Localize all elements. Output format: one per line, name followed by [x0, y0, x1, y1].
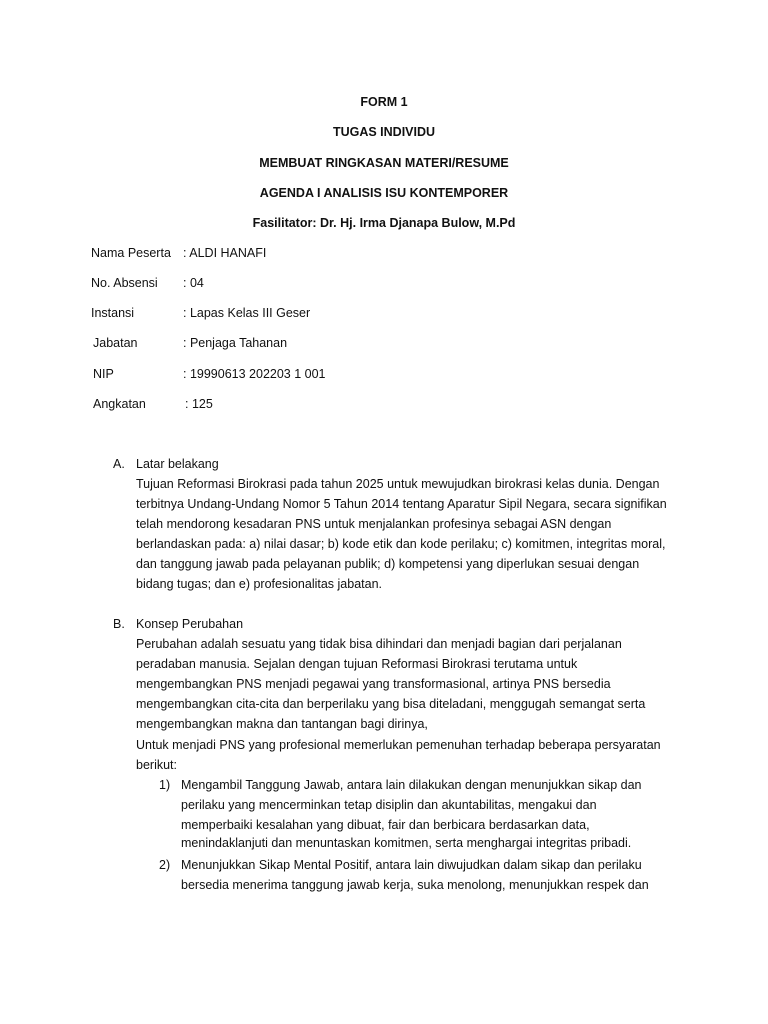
field-value-attendance: : 04	[183, 276, 204, 290]
list-item-line: memperbaiki kesalahan yang dibuat, fair dan berbicara berdasarkan data,	[181, 818, 590, 832]
field-label-batch: Angkatan	[93, 397, 146, 411]
field-label-institution: Instansi	[91, 306, 135, 320]
agenda-heading: AGENDA I ANALISIS ISU KONTEMPORER	[259, 186, 509, 200]
section-b-line: Untuk menjadi PNS yang profesional memerlukan pemenuhan terhadap beberapa persyaratan	[136, 738, 661, 752]
assignment-title-heading: MEMBUAT RINGKASAN MATERI/RESUME	[259, 156, 509, 170]
section-a-line: terbitnya Undang-Undang Nomor 5 Tahun 2014 tentang Aparatur Sipil Negara, secara signifikan	[136, 497, 667, 511]
list-item-marker: 2)	[159, 858, 171, 872]
section-a-line: dan tanggung jawab pada pelayanan publik; d) kompetensi yang diperlukan sesuai dengan	[136, 557, 640, 571]
field-value-name: : ALDI HANAFI	[183, 246, 267, 260]
section-a-line: telah mendorong kesadaran PNS untuk menjalankan profesinya sebagai ASN dengan	[136, 517, 612, 531]
field-label-nip: NIP	[93, 367, 114, 381]
list-item-line: bersedia menerima tanggung jawab kerja, suka menolong, menunjukkan respek dan	[181, 878, 649, 892]
list-item-marker: 1)	[159, 778, 171, 792]
section-b-line: mengembangkan cita-cita dan berperilaku yang bisa diteladani, menggugah semangat serta	[136, 697, 646, 711]
list-item-line: Mengambil Tanggung Jawab, antara lain dilakukan dengan menunjukkan sikap dan	[181, 778, 642, 792]
field-value-institution: : Lapas Kelas III Geser	[183, 306, 311, 320]
section-b-line: mengembangkan makna dan tantangan bagi dirinya,	[136, 717, 428, 731]
section-b-line: peradaban manusia. Sejalan dengan tujuan Reformasi Birokrasi terutama untuk	[136, 657, 578, 671]
section-a-line: berlandaskan pada: a) nilai dasar; b) kode etik dan kode perilaku; c) komitmen, integritas moral,	[136, 537, 666, 551]
section-b-line: mengembangkan PNS menjadi pegawai yang transformasional, artinya PNS bersedia	[136, 677, 611, 691]
field-label-attendance: No. Absensi	[91, 276, 158, 290]
section-a-marker: A.	[113, 457, 125, 471]
field-value-position: : Penjaga Tahanan	[183, 336, 288, 350]
field-label-position: Jabatan	[93, 336, 138, 350]
assignment-type-heading: TUGAS INDIVIDU	[332, 125, 436, 139]
section-a-title: Latar belakang	[136, 457, 219, 471]
section-b-line: Perubahan adalah sesuatu yang tidak bisa dihindari dan menjadi bagian dari perjalanan	[136, 637, 622, 651]
section-b-title: Konsep Perubahan	[136, 617, 244, 631]
form-number-heading: FORM 1	[360, 95, 408, 109]
list-item-line: Menunjukkan Sikap Mental Positif, antara lain diwujudkan dalam sikap dan perilaku	[181, 858, 642, 872]
section-b-marker: B.	[113, 617, 125, 631]
field-value-nip: : 19990613 202203 1 001	[183, 367, 326, 381]
list-item-line: menindaklanjuti dan menuntaskan komitmen, serta menghargai integritas pribadi.	[181, 836, 632, 850]
section-a-line: bidang tugas; dan e) profesionalitas jabatan.	[136, 577, 383, 591]
facilitator-heading: Fasilitator: Dr. Hj. Irma Djanapa Bulow, M.Pd	[252, 216, 516, 230]
field-label-name: Nama Peserta	[91, 246, 171, 260]
section-a-line: Tujuan Reformasi Birokrasi pada tahun 2025 untuk mewujudkan birokrasi kelas dunia. Dengan	[136, 477, 660, 491]
list-item-line: perilaku yang mencerminkan tetap disiplin dan akuntabilitas, mengakui dan	[181, 798, 597, 812]
section-b-line: berikut:	[136, 758, 177, 772]
field-value-batch: : 125	[185, 397, 213, 411]
